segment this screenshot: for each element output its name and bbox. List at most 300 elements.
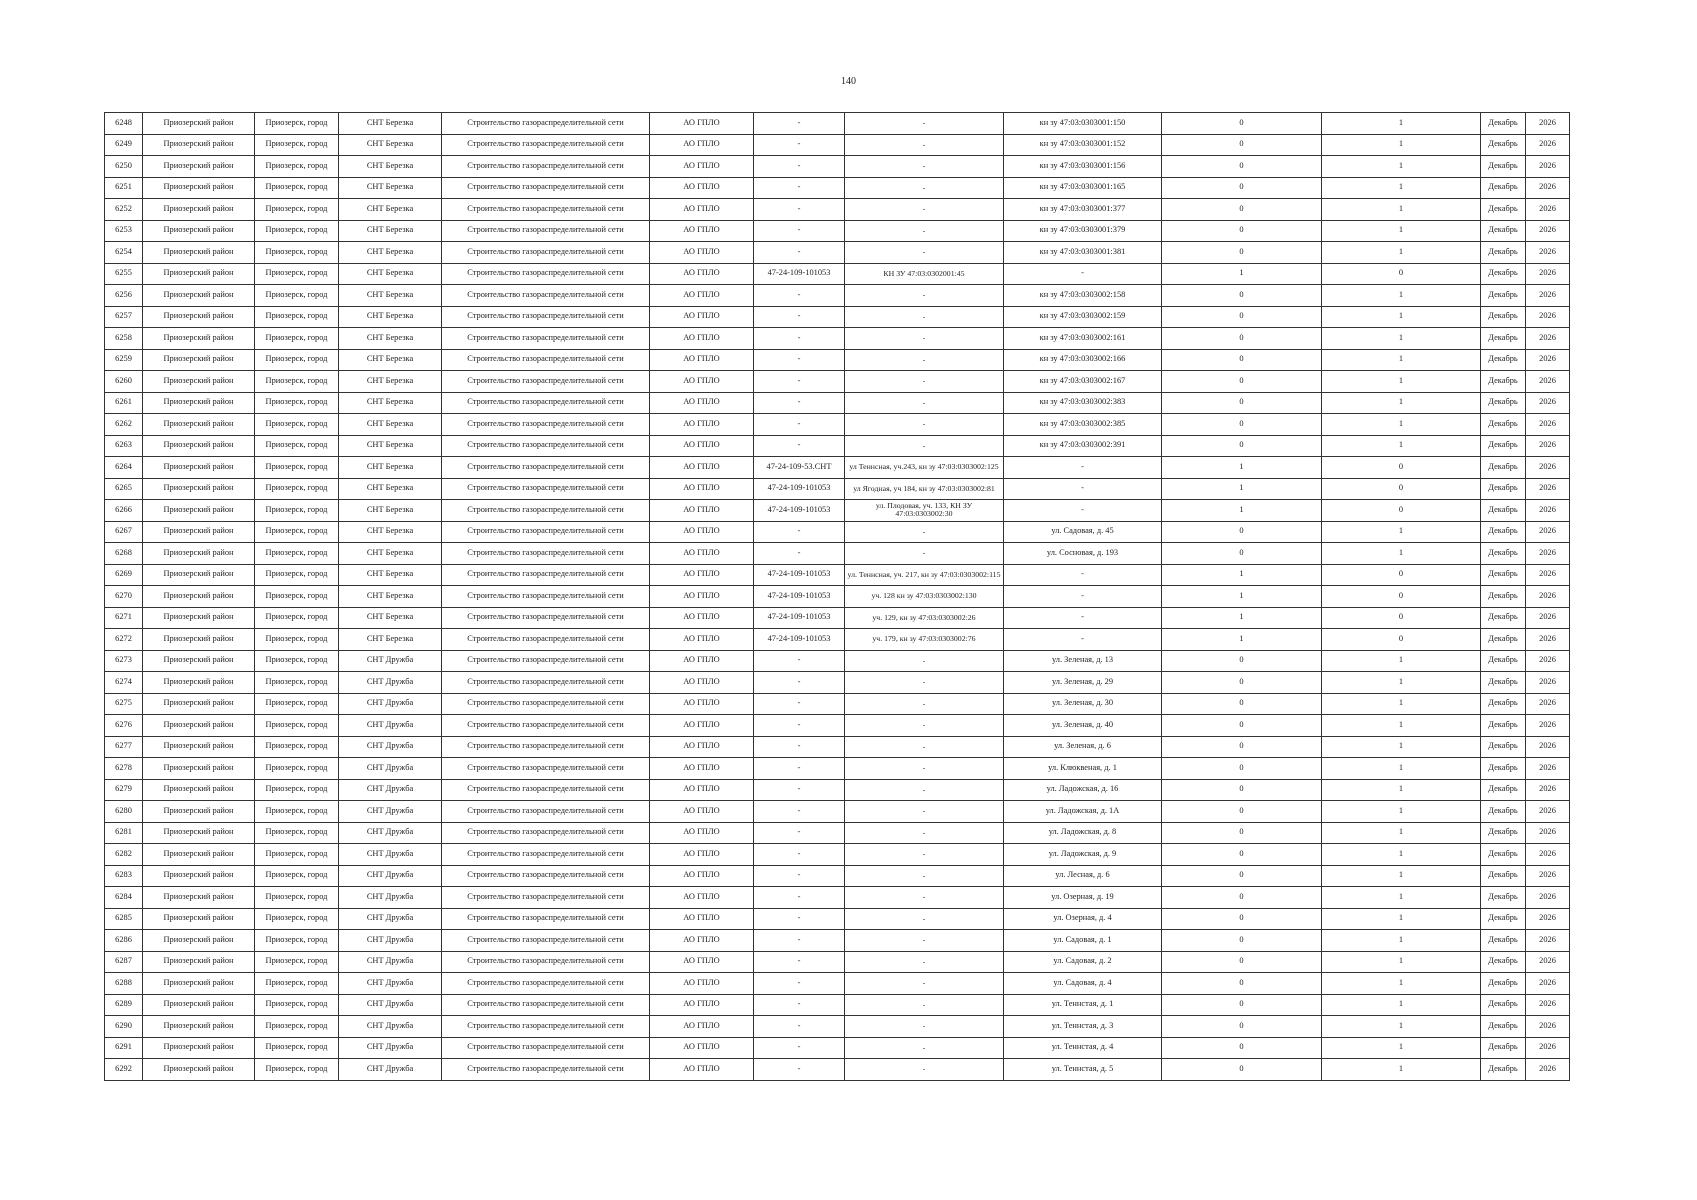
cell-code: - (754, 973, 845, 995)
cell-c1: 1 (1322, 951, 1481, 973)
cell-address: кн зу 47:03:0303001:152 (1004, 134, 1162, 156)
cell-address: кн зу 47:03:0303001:379 (1004, 220, 1162, 242)
cell-work: Строительство газораспределительной сети (442, 414, 650, 436)
cell-settlement: Приозерск, город (255, 779, 339, 801)
cell-settlement: Приозерск, город (255, 1059, 339, 1081)
cell-snt: СНТ Березка (339, 113, 442, 135)
cell-code: - (754, 801, 845, 823)
cell-work: Строительство газораспределительной сети (442, 242, 650, 264)
cell-work: Строительство газораспределительной сети (442, 113, 650, 135)
cell-address: кн зу 47:03:0303002:383 (1004, 392, 1162, 414)
cell-year: 2026 (1526, 865, 1570, 887)
cell-c0: 1 (1162, 500, 1322, 522)
cell-month: Декабрь (1481, 801, 1526, 823)
cell-no: 6263 (105, 435, 143, 457)
cell-snt: СНТ Березка (339, 177, 442, 199)
table-row (105, 220, 1570, 242)
cell-c0: 0 (1162, 736, 1322, 758)
cell-settlement: Приозерск, город (255, 478, 339, 500)
cell-cadastral: уч. 179, кн зу 47:03:0303002:76 (845, 629, 1004, 651)
cell-code: - (754, 1059, 845, 1081)
cell-address: кн зу 47:03:0303001:377 (1004, 199, 1162, 221)
cell-snt: СНТ Дружба (339, 693, 442, 715)
cell-year: 2026 (1526, 220, 1570, 242)
cell-org: АО ГПЛО (650, 607, 754, 629)
cell-settlement: Приозерск, город (255, 242, 339, 264)
cell-cadastral: ул Теннсная, уч.243, кн зу 47:03:0303002:125 (845, 457, 1004, 479)
cell-district: Приозерский район (143, 521, 255, 543)
cell-settlement: Приозерск, город (255, 500, 339, 522)
table-row (105, 306, 1570, 328)
cell-c1: 1 (1322, 435, 1481, 457)
table-row (105, 521, 1570, 543)
cell-work: Строительство газораспределительной сети (442, 543, 650, 565)
cell-cadastral: - (845, 521, 1004, 543)
cell-c0: 0 (1162, 865, 1322, 887)
cell-work: Строительство газораспределительной сети (442, 521, 650, 543)
cell-cadastral: - (845, 113, 1004, 135)
cell-year: 2026 (1526, 349, 1570, 371)
cell-year: 2026 (1526, 672, 1570, 694)
cell-c1: 1 (1322, 328, 1481, 350)
cell-c0: 0 (1162, 414, 1322, 436)
cell-year: 2026 (1526, 693, 1570, 715)
cell-month: Декабрь (1481, 220, 1526, 242)
cell-work: Строительство газораспределительной сети (442, 1059, 650, 1081)
cell-work: Строительство газораспределительной сети (442, 134, 650, 156)
cell-c0: 0 (1162, 951, 1322, 973)
cell-org: АО ГПЛО (650, 1016, 754, 1038)
cell-no: 6274 (105, 672, 143, 694)
cell-no: 6262 (105, 414, 143, 436)
cell-no: 6292 (105, 1059, 143, 1081)
cell-c0: 0 (1162, 371, 1322, 393)
cell-month: Декабрь (1481, 134, 1526, 156)
cell-work: Строительство газораспределительной сети (442, 177, 650, 199)
cell-work: Строительство газораспределительной сети (442, 908, 650, 930)
cell-no: 6267 (105, 521, 143, 543)
cell-c0: 0 (1162, 650, 1322, 672)
cell-c0: 1 (1162, 478, 1322, 500)
table-row (105, 887, 1570, 909)
cell-cadastral: - (845, 758, 1004, 780)
cell-address: ул. Зеленая, д. 13 (1004, 650, 1162, 672)
cell-no: 6286 (105, 930, 143, 952)
cell-district: Приозерский район (143, 715, 255, 737)
cell-work: Строительство газораспределительной сети (442, 930, 650, 952)
cell-c0: 0 (1162, 844, 1322, 866)
cell-cadastral: - (845, 930, 1004, 952)
cell-cadastral: - (845, 951, 1004, 973)
cell-work: Строительство газораспределительной сети (442, 650, 650, 672)
cell-c0: 1 (1162, 629, 1322, 651)
cell-code: 47-24-109-101053 (754, 500, 845, 522)
cell-address: кн зу 47:03:0303002:391 (1004, 435, 1162, 457)
cell-work: Строительство газораспределительной сети (442, 263, 650, 285)
cell-settlement: Приозерск, город (255, 306, 339, 328)
cell-month: Декабрь (1481, 500, 1526, 522)
cell-no: 6291 (105, 1037, 143, 1059)
cell-address: - (1004, 607, 1162, 629)
cell-org: АО ГПЛО (650, 263, 754, 285)
cell-address: ул. Зеленая, д. 29 (1004, 672, 1162, 694)
cell-settlement: Приозерск, город (255, 930, 339, 952)
cell-address: ул. Теннстая, д. 5 (1004, 1059, 1162, 1081)
cell-org: АО ГПЛО (650, 285, 754, 307)
cell-org: АО ГПЛО (650, 199, 754, 221)
cell-month: Декабрь (1481, 285, 1526, 307)
cell-code: - (754, 887, 845, 909)
cell-snt: СНТ Дружба (339, 844, 442, 866)
table-row (105, 607, 1570, 629)
cell-settlement: Приозерск, город (255, 521, 339, 543)
cell-settlement: Приозерск, город (255, 156, 339, 178)
cell-snt: СНТ Березка (339, 263, 442, 285)
cell-snt: СНТ Дружба (339, 973, 442, 995)
cell-district: Приозерский район (143, 500, 255, 522)
table-row (105, 973, 1570, 995)
cell-org: АО ГПЛО (650, 865, 754, 887)
cell-settlement: Приозерск, город (255, 586, 339, 608)
cell-c0: 0 (1162, 285, 1322, 307)
cell-year: 2026 (1526, 887, 1570, 909)
cell-no: 6255 (105, 263, 143, 285)
cell-month: Декабрь (1481, 263, 1526, 285)
cell-year: 2026 (1526, 586, 1570, 608)
table-row (105, 629, 1570, 651)
cell-org: АО ГПЛО (650, 177, 754, 199)
cell-month: Декабрь (1481, 1037, 1526, 1059)
cell-settlement: Приозерск, город (255, 1037, 339, 1059)
cell-cadastral: ул. Теннсная, уч. 217, кн зу 47:03:0303002:115 (845, 564, 1004, 586)
cell-code: - (754, 521, 845, 543)
cell-cadastral: - (845, 285, 1004, 307)
cell-cadastral: - (845, 371, 1004, 393)
table-row (105, 177, 1570, 199)
cell-cadastral: - (845, 865, 1004, 887)
cell-c1: 1 (1322, 973, 1481, 995)
cell-work: Строительство газораспределительной сети (442, 693, 650, 715)
cell-address: - (1004, 263, 1162, 285)
cell-c0: 0 (1162, 113, 1322, 135)
cell-year: 2026 (1526, 113, 1570, 135)
cell-work: Строительство газораспределительной сети (442, 865, 650, 887)
cell-work: Строительство газораспределительной сети (442, 392, 650, 414)
cell-snt: СНТ Березка (339, 199, 442, 221)
cell-code: - (754, 1016, 845, 1038)
cell-no: 6256 (105, 285, 143, 307)
cell-month: Декабрь (1481, 822, 1526, 844)
cell-work: Строительство газораспределительной сети (442, 822, 650, 844)
cell-c0: 0 (1162, 1037, 1322, 1059)
cell-cadastral: - (845, 392, 1004, 414)
cell-c0: 0 (1162, 758, 1322, 780)
cell-snt: СНТ Березка (339, 285, 442, 307)
table-row (105, 392, 1570, 414)
cell-month: Декабрь (1481, 199, 1526, 221)
cell-work: Строительство газораспределительной сети (442, 199, 650, 221)
cell-month: Декабрь (1481, 457, 1526, 479)
cell-month: Декабрь (1481, 779, 1526, 801)
cell-c0: 1 (1162, 607, 1322, 629)
cell-snt: СНТ Дружба (339, 1037, 442, 1059)
cell-cadastral: - (845, 1059, 1004, 1081)
cell-district: Приозерский район (143, 435, 255, 457)
table-row (105, 457, 1570, 479)
cell-settlement: Приозерск, город (255, 199, 339, 221)
cell-snt: СНТ Дружба (339, 887, 442, 909)
cell-code: 47-24-109-101053 (754, 564, 845, 586)
table-row (105, 801, 1570, 823)
cell-c0: 0 (1162, 779, 1322, 801)
cell-no: 6266 (105, 500, 143, 522)
cell-code: - (754, 306, 845, 328)
cell-snt: СНТ Березка (339, 543, 442, 565)
cell-work: Строительство газораспределительной сети (442, 328, 650, 350)
cell-c0: 0 (1162, 392, 1322, 414)
cell-no: 6279 (105, 779, 143, 801)
table-row (105, 650, 1570, 672)
cell-district: Приозерский район (143, 156, 255, 178)
cell-work: Строительство газораспределительной сети (442, 1016, 650, 1038)
cell-month: Декабрь (1481, 672, 1526, 694)
cell-year: 2026 (1526, 177, 1570, 199)
cell-c0: 0 (1162, 801, 1322, 823)
cell-c0: 0 (1162, 328, 1322, 350)
cell-snt: СНТ Дружба (339, 1016, 442, 1038)
table-row (105, 435, 1570, 457)
cell-month: Декабрь (1481, 1059, 1526, 1081)
cell-no: 6264 (105, 457, 143, 479)
cell-settlement: Приозерск, город (255, 801, 339, 823)
cell-no: 6280 (105, 801, 143, 823)
table-row (105, 371, 1570, 393)
table-row (105, 1059, 1570, 1081)
cell-work: Строительство газораспределительной сети (442, 435, 650, 457)
cell-address: ул. Теннстая, д. 1 (1004, 994, 1162, 1016)
table-row (105, 586, 1570, 608)
cell-c1: 1 (1322, 650, 1481, 672)
cell-month: Декабрь (1481, 607, 1526, 629)
cell-no: 6252 (105, 199, 143, 221)
cell-c1: 0 (1322, 457, 1481, 479)
cell-work: Строительство газораспределительной сети (442, 736, 650, 758)
cell-c0: 0 (1162, 177, 1322, 199)
cell-address: кн зу 47:03:0303002:385 (1004, 414, 1162, 436)
cell-settlement: Приозерск, город (255, 607, 339, 629)
cell-address: ул. Садовая, д. 1 (1004, 930, 1162, 952)
cell-snt: СНТ Березка (339, 134, 442, 156)
table-row (105, 242, 1570, 264)
cell-month: Декабрь (1481, 693, 1526, 715)
cell-c1: 1 (1322, 199, 1481, 221)
cell-code: - (754, 349, 845, 371)
cell-month: Декабрь (1481, 113, 1526, 135)
cell-settlement: Приозерск, город (255, 392, 339, 414)
table-row (105, 349, 1570, 371)
cell-c1: 1 (1322, 156, 1481, 178)
cell-no: 6268 (105, 543, 143, 565)
cell-c0: 0 (1162, 543, 1322, 565)
cell-settlement: Приозерск, город (255, 285, 339, 307)
cell-work: Строительство газораспределительной сети (442, 500, 650, 522)
cell-no: 6281 (105, 822, 143, 844)
cell-cadastral: - (845, 801, 1004, 823)
cell-address: ул. Теннстая, д. 4 (1004, 1037, 1162, 1059)
cell-c0: 0 (1162, 1059, 1322, 1081)
cell-snt: СНТ Дружба (339, 951, 442, 973)
table-row (105, 844, 1570, 866)
cell-c1: 1 (1322, 736, 1481, 758)
cell-district: Приозерский район (143, 758, 255, 780)
cell-snt: СНТ Березка (339, 586, 442, 608)
table-row (105, 758, 1570, 780)
cell-district: Приозерский район (143, 220, 255, 242)
cell-c1: 1 (1322, 177, 1481, 199)
cell-month: Декабрь (1481, 586, 1526, 608)
cell-c1: 1 (1322, 693, 1481, 715)
cell-c1: 1 (1322, 887, 1481, 909)
cell-c1: 0 (1322, 586, 1481, 608)
table-row (105, 1016, 1570, 1038)
cell-settlement: Приозерск, город (255, 1016, 339, 1038)
cell-code: - (754, 650, 845, 672)
cell-no: 6276 (105, 715, 143, 737)
cell-address: ул. Озерная, д. 4 (1004, 908, 1162, 930)
cell-work: Строительство газораспределительной сети (442, 306, 650, 328)
cell-year: 2026 (1526, 715, 1570, 737)
cell-code: - (754, 199, 845, 221)
cell-address: кн зу 47:03:0303002:161 (1004, 328, 1162, 350)
cell-cadastral: - (845, 177, 1004, 199)
cell-org: АО ГПЛО (650, 994, 754, 1016)
cell-cadastral: - (845, 306, 1004, 328)
cell-district: Приозерский район (143, 134, 255, 156)
cell-c0: 0 (1162, 199, 1322, 221)
cell-settlement: Приозерск, город (255, 908, 339, 930)
cell-code: - (754, 156, 845, 178)
cell-code: - (754, 285, 845, 307)
cell-settlement: Приозерск, город (255, 435, 339, 457)
cell-org: АО ГПЛО (650, 414, 754, 436)
cell-work: Строительство газораспределительной сети (442, 994, 650, 1016)
cell-cadastral: - (845, 242, 1004, 264)
cell-no: 6285 (105, 908, 143, 930)
cell-work: Строительство газораспределительной сети (442, 457, 650, 479)
cell-code: - (754, 435, 845, 457)
cell-year: 2026 (1526, 564, 1570, 586)
cell-org: АО ГПЛО (650, 629, 754, 651)
cell-org: АО ГПЛО (650, 779, 754, 801)
cell-district: Приозерский район (143, 242, 255, 264)
cell-work: Строительство газораспределительной сети (442, 715, 650, 737)
cell-c0: 1 (1162, 457, 1322, 479)
cell-c1: 1 (1322, 242, 1481, 264)
cell-year: 2026 (1526, 306, 1570, 328)
cell-c1: 1 (1322, 414, 1481, 436)
cell-settlement: Приозерск, город (255, 564, 339, 586)
cell-district: Приозерский район (143, 844, 255, 866)
cell-year: 2026 (1526, 650, 1570, 672)
cell-month: Декабрь (1481, 887, 1526, 909)
cell-code: - (754, 134, 845, 156)
cell-c0: 0 (1162, 220, 1322, 242)
cell-district: Приозерский район (143, 349, 255, 371)
cell-settlement: Приозерск, город (255, 758, 339, 780)
table-row (105, 1037, 1570, 1059)
cell-cadastral: - (845, 822, 1004, 844)
cell-settlement: Приозерск, город (255, 177, 339, 199)
table-row (105, 908, 1570, 930)
cell-cadastral: уч. 129, кн зу 47:03:0303002:26 (845, 607, 1004, 629)
cell-c1: 1 (1322, 1037, 1481, 1059)
cell-district: Приозерский район (143, 564, 255, 586)
cell-address: кн зу 47:03:0303002:158 (1004, 285, 1162, 307)
cell-org: АО ГПЛО (650, 930, 754, 952)
cell-settlement: Приозерск, город (255, 693, 339, 715)
cell-code: - (754, 220, 845, 242)
cell-district: Приозерский район (143, 392, 255, 414)
cell-org: АО ГПЛО (650, 758, 754, 780)
cell-c1: 1 (1322, 844, 1481, 866)
cell-org: АО ГПЛО (650, 650, 754, 672)
cell-settlement: Приозерск, город (255, 650, 339, 672)
cell-org: АО ГПЛО (650, 887, 754, 909)
cell-year: 2026 (1526, 242, 1570, 264)
cell-code: - (754, 371, 845, 393)
cell-org: АО ГПЛО (650, 822, 754, 844)
cell-year: 2026 (1526, 1059, 1570, 1081)
cell-org: АО ГПЛО (650, 242, 754, 264)
cell-c1: 1 (1322, 306, 1481, 328)
page-number: 140 (841, 76, 856, 87)
table-row (105, 865, 1570, 887)
cell-snt: СНТ Березка (339, 435, 442, 457)
cell-year: 2026 (1526, 973, 1570, 995)
cell-year: 2026 (1526, 500, 1570, 522)
cell-district: Приозерский район (143, 1037, 255, 1059)
table-row (105, 543, 1570, 565)
cell-address: - (1004, 457, 1162, 479)
cell-c1: 1 (1322, 371, 1481, 393)
cell-cadastral: - (845, 672, 1004, 694)
cell-org: АО ГПЛО (650, 349, 754, 371)
cell-month: Декабрь (1481, 478, 1526, 500)
cell-month: Декабрь (1481, 242, 1526, 264)
cell-code: - (754, 715, 845, 737)
cell-district: Приозерский район (143, 328, 255, 350)
cell-org: АО ГПЛО (650, 156, 754, 178)
cell-c0: 0 (1162, 134, 1322, 156)
cell-code: - (754, 736, 845, 758)
cell-month: Декабрь (1481, 951, 1526, 973)
cell-month: Декабрь (1481, 392, 1526, 414)
cell-c1: 0 (1322, 263, 1481, 285)
cell-snt: СНТ Березка (339, 220, 442, 242)
cell-snt: СНТ Березка (339, 521, 442, 543)
cell-c1: 1 (1322, 801, 1481, 823)
cell-code: 47-24-109-101053 (754, 586, 845, 608)
cell-settlement: Приозерск, город (255, 371, 339, 393)
cell-org: АО ГПЛО (650, 1037, 754, 1059)
cell-month: Декабрь (1481, 865, 1526, 887)
cell-snt: СНТ Дружба (339, 908, 442, 930)
table-row (105, 328, 1570, 350)
cell-month: Декабрь (1481, 736, 1526, 758)
cell-snt: СНТ Березка (339, 629, 442, 651)
cell-no: 6270 (105, 586, 143, 608)
cell-address: кн зу 47:03:0303001:381 (1004, 242, 1162, 264)
